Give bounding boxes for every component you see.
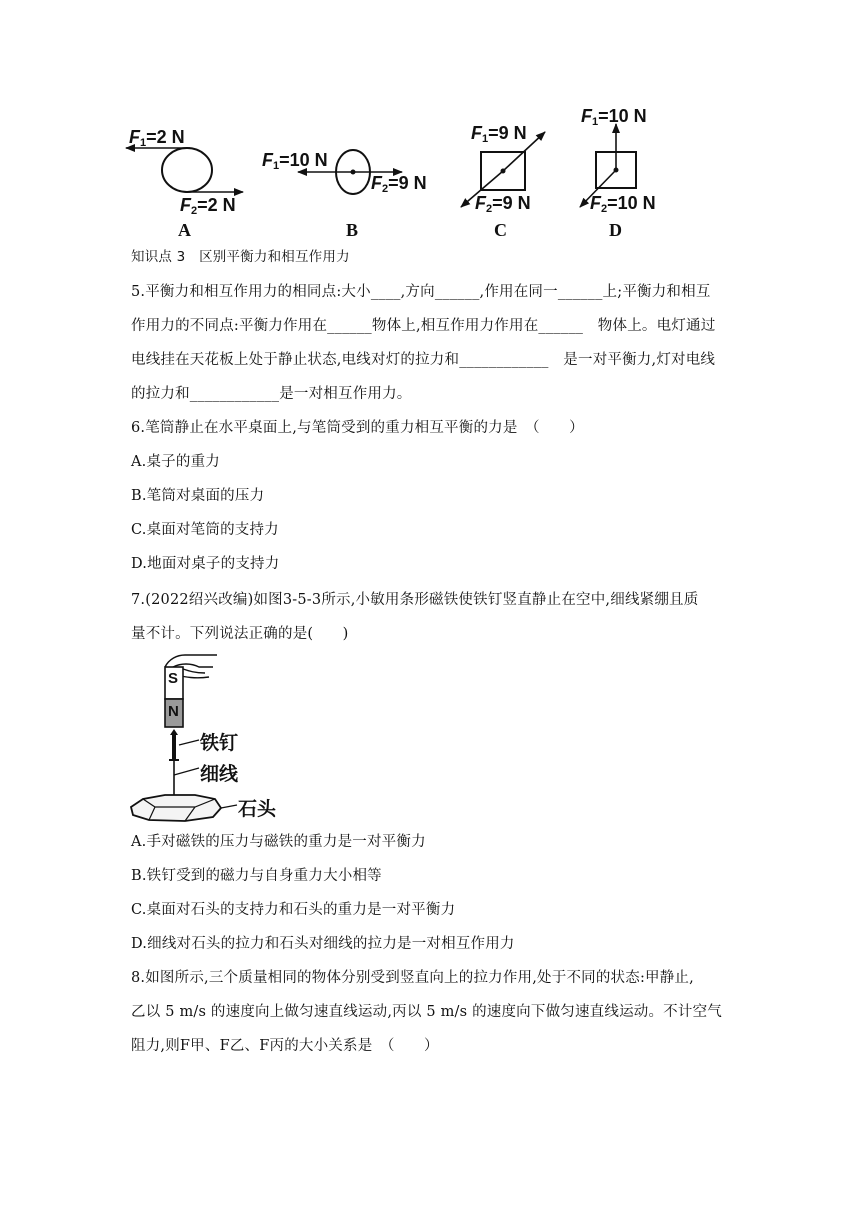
stone-label: 石头 [238,798,277,820]
q8-line-3: 阻力,则F甲、F乙、F丙的大小关系是 （ ） [131,1038,439,1054]
diagram-a-f2-label: $F_2=2$ N [180,195,236,217]
diagram-b-f2-label: $F_2=9$ N [371,173,427,195]
q7-option-c: C.桌面对石头的支持力和石头的重力是一对平衡力 [131,902,456,918]
q7-stem-line-1: 7.(2022绍兴改编)如图3-5-3所示,小敏用条形磁铁使铁钉竖直静止在空中,细线紧绷且质 [131,592,699,608]
diagram-d-label: D [609,220,622,240]
q8-line-2: 乙以 5 m/s 的速度向上做匀速直线运动,丙以 5 m/s 的速度向下做匀速直线运动。不计空气 [131,1004,722,1020]
section-heading-3: 知识点 3 区别平衡力和相互作用力 [131,249,350,265]
diagram-a [126,148,243,192]
q6-option-b: B.笔筒对桌面的压力 [131,488,265,504]
diagram-c-f2-label: $F_2=9$ N [475,193,531,215]
q5-line-3: 电线挂在天花板上处于静止状态,电线对灯的拉力和____________ 是一对平衡力,灯对电线 [131,352,716,368]
q6-stem: 6.笔筒静止在水平桌面上,与笔筒受到的重力相互平衡的力是 （ ） [131,420,584,436]
diagram-b-f1-label: $F_1=10$ N [262,150,328,172]
q6-option-d: D.地面对桌子的支持力 [131,556,280,572]
q6-option-a: A.桌子的重力 [131,454,220,470]
q7-option-a: A.手对磁铁的压力与磁铁的重力是一对平衡力 [131,834,426,850]
diagram-c-f1-label: $F_1=9$ N [471,123,527,145]
force-diagrams-figure [0,100,860,240]
q5-line-2: 作用力的不同点:平衡力作用在______物体上,相互作用力作用在______ 物体上。电灯通过 [131,318,716,334]
diagram-a-f1-label: $F_1=2$ N [129,127,185,149]
diagram-c-label: C [494,220,507,240]
thread-label: 细线 [200,763,239,785]
q8-line-1: 8.如图所示,三个质量相同的物体分别受到竖直向上的拉力作用,处于不同的状态:甲静止, [131,970,694,986]
diagram-d-f2-label: $F_2=10$ N [590,193,656,215]
q7-option-b: B.铁钉受到的磁力与自身重力大小相等 [131,868,382,884]
diagram-b-label: B [346,220,359,240]
q6-option-c: C.桌面对笔筒的支持力 [131,522,279,538]
nail-label: 铁钉 [200,732,239,754]
diagram-a-object [162,148,212,192]
diagram-a-label: A [178,220,191,240]
q5-line-4: 的拉力和____________是一对相互作用力。 [131,386,412,402]
diagram-d-f1-label: $F_1=10$ N [581,106,647,128]
stone [131,795,221,821]
magnet-n-label: N [168,703,179,720]
magnet-s-label: S [168,670,179,687]
q7-stem-line-2: 量不计。下列说法正确的是( ) [131,626,349,642]
q5-line-1: 5.平衡力和相互作用力的相同点:大小____,方向______,作用在同一______上;平衡力和相互 [131,284,711,300]
q7-option-d: D.细线对石头的拉力和石头对细线的拉力是一对相互作用力 [131,936,515,952]
